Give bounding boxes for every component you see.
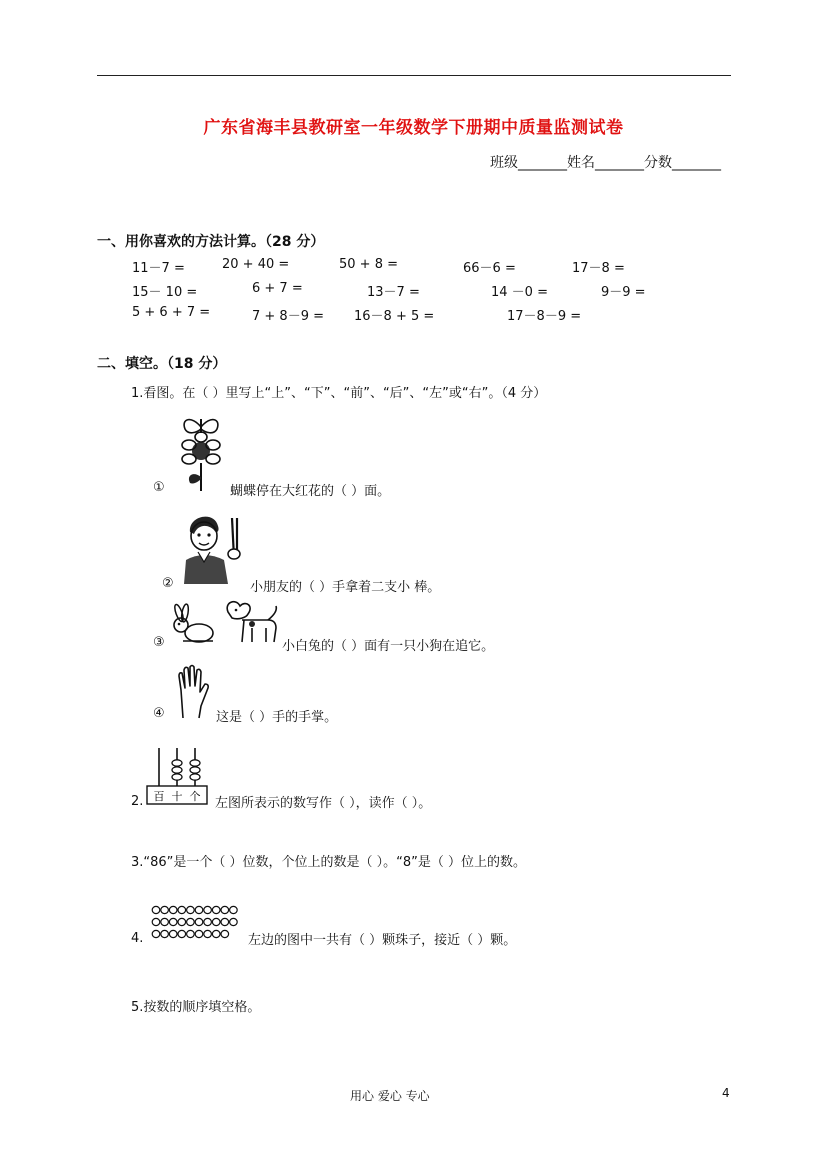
bead xyxy=(204,906,212,913)
bead xyxy=(178,930,186,937)
bead xyxy=(195,918,203,925)
page-title: 广东省海丰县教研室一年级数学下册期中质量监测试卷 xyxy=(203,118,624,138)
q1-item4-number: ④ xyxy=(153,706,165,721)
bead xyxy=(195,906,203,913)
calc-item: 9－9 = xyxy=(601,285,646,300)
rabbit-image xyxy=(167,603,217,645)
hand-palm-image xyxy=(175,664,211,720)
calc-item: 14 －0 = xyxy=(491,285,548,300)
calc-item: 13－7 = xyxy=(367,285,420,300)
footer-motto: 用心 爱心 专心 xyxy=(350,1089,430,1103)
calc-item: 16－8 + 5 = xyxy=(354,309,435,324)
beads-image xyxy=(152,905,242,943)
bead xyxy=(161,906,169,913)
boy-with-sticks-image xyxy=(180,512,246,584)
bead xyxy=(152,918,160,925)
bead xyxy=(152,906,160,913)
bead xyxy=(178,906,186,913)
calc-item: 66－6 = xyxy=(463,261,516,276)
calc-item: 6 + 7 = xyxy=(252,281,303,296)
calc-item: 11－7 = xyxy=(132,261,185,276)
calc-item: 7 + 8－9 = xyxy=(252,309,324,324)
q1-item1-number: ① xyxy=(153,480,165,495)
calc-item: 20 + 40 = xyxy=(222,257,290,272)
page-number: 4 xyxy=(722,1086,730,1100)
calc-item: 15－ 10 = xyxy=(132,285,198,300)
bead xyxy=(178,918,186,925)
abacus-label: 个 xyxy=(189,790,201,803)
dog-image xyxy=(222,598,280,648)
q1-item2-text: 小朋友的（ ）手拿着二支小 棒。 xyxy=(250,580,441,595)
section1-heading: 一、用你喜欢的方法计算。（28 分） xyxy=(97,234,325,250)
bead xyxy=(204,918,212,925)
calc-item: 17－8－9 = xyxy=(507,309,582,324)
q2-number: 2. xyxy=(131,794,144,809)
q3-text: 3.“86”是一个（ ）位数，个位上的数是（ ）。“8”是（ ）位上的数。 xyxy=(131,855,527,870)
q1-item3-number: ③ xyxy=(153,635,165,650)
abacus-label: 百 xyxy=(153,790,165,803)
q1-item1-text: 蝴蝶停在大红花的（ ）面。 xyxy=(230,484,391,499)
q1-item2-number: ② xyxy=(162,576,174,591)
abacus-label: 十 xyxy=(171,790,183,803)
bead xyxy=(230,918,238,925)
bead xyxy=(187,906,195,913)
bead xyxy=(221,918,229,925)
bead xyxy=(187,930,195,937)
bead xyxy=(161,930,169,937)
q4-text: 左边的图中一共有（ ）颗珠子，接近（ ）颗。 xyxy=(248,933,517,948)
student-info-line: 班级_______姓名_______分数_______ xyxy=(490,155,721,171)
bead xyxy=(161,918,169,925)
bead xyxy=(169,906,177,913)
bead xyxy=(187,918,195,925)
calc-item: 17－8 = xyxy=(572,261,625,276)
bead xyxy=(221,906,229,913)
q1-item4-text: 这是（ ）手的手掌。 xyxy=(216,710,338,725)
section2-heading: 二、填空。（18 分） xyxy=(97,356,227,372)
bead xyxy=(212,930,220,937)
bead xyxy=(195,930,203,937)
abacus-image xyxy=(145,746,209,808)
q2-text: 左图所表示的数写作（ ），读作（ ）。 xyxy=(215,796,432,811)
bead xyxy=(212,906,220,913)
bead xyxy=(212,918,220,925)
calc-item: 5 + 6 + 7 = xyxy=(132,305,211,320)
q5-text: 5.按数的顺序填空格。 xyxy=(131,1000,261,1015)
bead xyxy=(152,930,160,937)
bead xyxy=(221,930,229,937)
bead xyxy=(230,906,238,913)
butterfly-flower-image xyxy=(176,413,226,493)
bead xyxy=(169,930,177,937)
q1-item3-text: 小白兔的（ ）面有一只小狗在追它。 xyxy=(282,639,495,654)
q4-number: 4. xyxy=(131,931,144,946)
bead xyxy=(204,930,212,937)
header-rule xyxy=(97,75,731,76)
bead xyxy=(169,918,177,925)
q1-stem: 1.看图。在（ ）里写上“上”、“下”、“前”、“后”、“左”或“右”。（4 分） xyxy=(131,386,547,401)
calc-item: 50 + 8 = xyxy=(339,257,398,272)
